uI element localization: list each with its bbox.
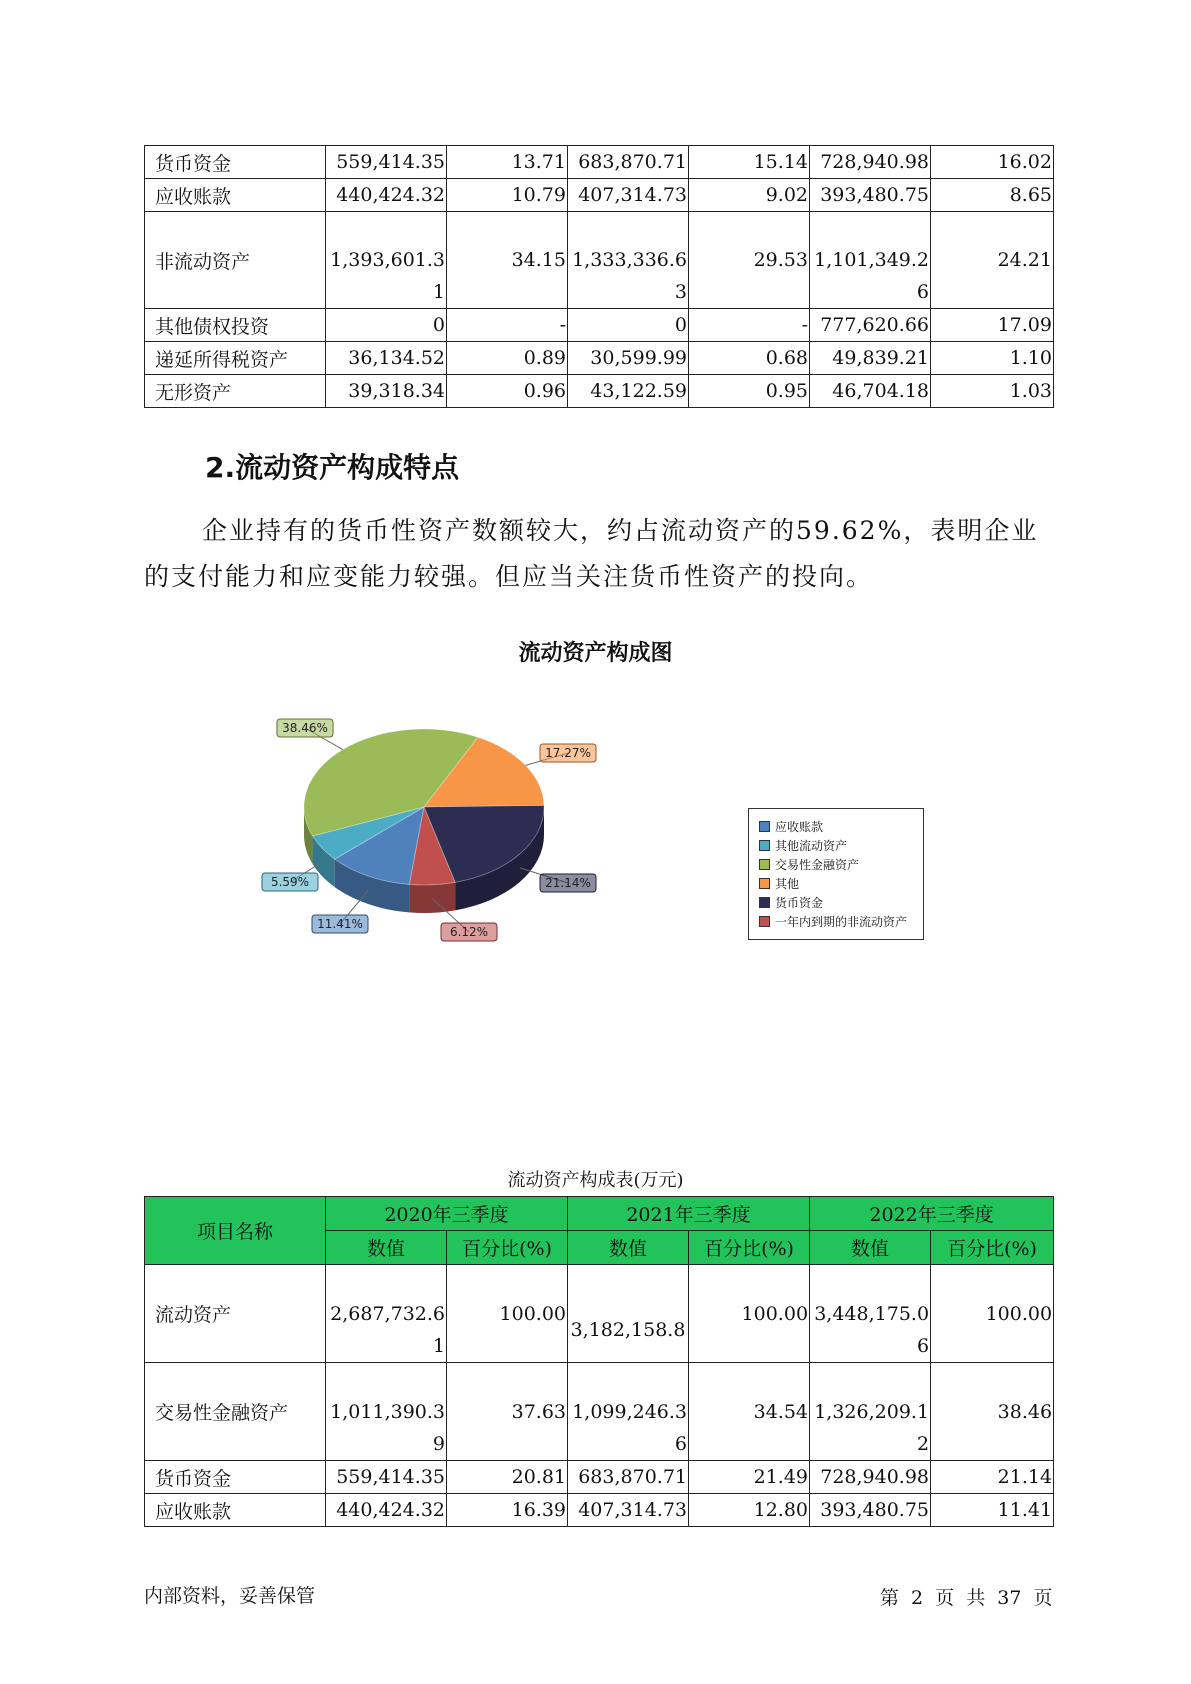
chart-title: 流动资产构成图 xyxy=(518,641,673,666)
page-number: 第 2 页 共 37 页 xyxy=(880,1587,1053,1609)
header-item-name: 项目名称 xyxy=(145,1197,326,1265)
table-caption: 流动资产构成表(万元) xyxy=(507,1170,684,1191)
table-row: 递延所得税资产 36,134.52 0.89 30,599.99 0.68 49,839.21 1.10 xyxy=(145,342,1054,375)
data-label xyxy=(540,874,596,892)
legend-swatch xyxy=(759,916,770,927)
chart-legend xyxy=(748,808,924,940)
footer-left: 内部资料，妥善保管 xyxy=(144,1585,316,1607)
table-row: 应收账款 440,424.32 10.79 407,314.73 9.02 393,480.75 8.65 xyxy=(145,179,1054,212)
body-paragraph: 企业持有的货币性资产数额较大，约占流动资产的59.62%，表明企业的支付能力和应变能力较强。但应当关注货币性资产的投向。 xyxy=(144,516,1039,591)
svg-text:21.14%: 21.14% xyxy=(545,876,591,890)
current-assets-table xyxy=(144,1196,1054,1527)
legend-item: 应收账款 xyxy=(749,817,923,836)
svg-text:6.12%: 6.12% xyxy=(449,925,489,939)
table-row: 非流动资产 1,393,601.3 1 34.15 1,333,336.6 3 29.53 1,101,349.2 6 24.21 xyxy=(145,212,1054,309)
data-label xyxy=(277,719,333,737)
header-period: 2022年三季度 xyxy=(810,1197,1054,1231)
legend-swatch xyxy=(759,897,770,908)
section-heading: 2.流动资产构成特点 xyxy=(205,451,460,484)
pie-slice-side xyxy=(409,882,455,913)
table-row: 流动资产 2,687,732.6 1 100.00 3,182,158.8 100.00 3,448,175.0 6 100.00 xyxy=(145,1265,1054,1363)
table-row: 无形资产 39,318.34 0.96 43,122.59 0.95 46,704.18 1.03 xyxy=(145,375,1054,408)
header-period: 2020年三季度 xyxy=(326,1197,568,1231)
legend-item: 其他流动资产 xyxy=(749,836,923,855)
data-label xyxy=(540,744,596,762)
svg-text:17.27%: 17.27% xyxy=(545,746,591,760)
svg-text:38.46%: 38.46% xyxy=(282,721,328,735)
table-row: 交易性金融资产 1,011,390.3 9 37.63 1,099,246.3 6 34.54 1,326,209.1 2 38.46 xyxy=(145,1363,1054,1461)
table-row: 其他债权投资 0 - 0 - 777,620.66 17.09 xyxy=(145,309,1054,342)
legend-item: 交易性金融资产 xyxy=(749,855,923,874)
legend-swatch xyxy=(759,859,770,870)
data-label xyxy=(312,915,368,933)
svg-text:5.59%: 5.59% xyxy=(270,875,310,889)
data-label xyxy=(441,923,497,941)
table-row: 应收账款 440,424.32 16.39 407,314.73 12.80 393,480.75 11.41 xyxy=(145,1494,1054,1527)
table-header-row xyxy=(145,1197,1054,1231)
legend-swatch xyxy=(759,840,770,851)
legend-item: 其他 xyxy=(749,874,923,893)
table-row: 货币资金 559,414.35 20.81 683,870.71 21.49 728,940.98 21.14 xyxy=(145,1461,1054,1494)
header-period: 2021年三季度 xyxy=(568,1197,810,1231)
legend-swatch xyxy=(759,878,770,889)
legend-item: 一年内到期的非流动资产 xyxy=(749,912,923,931)
table-subheader-row: 数值 百分比(%) 数值 百分比(%) 数值 百分比(%) xyxy=(145,1231,1054,1265)
data-label xyxy=(262,873,318,891)
table-row: 货币资金 559,414.35 13.71 683,870.71 15.14 728,940.98 16.02 xyxy=(145,146,1054,179)
svg-text:11.41%: 11.41% xyxy=(317,917,363,931)
legend-item: 货币资金 xyxy=(749,893,923,912)
legend-swatch xyxy=(759,821,770,832)
